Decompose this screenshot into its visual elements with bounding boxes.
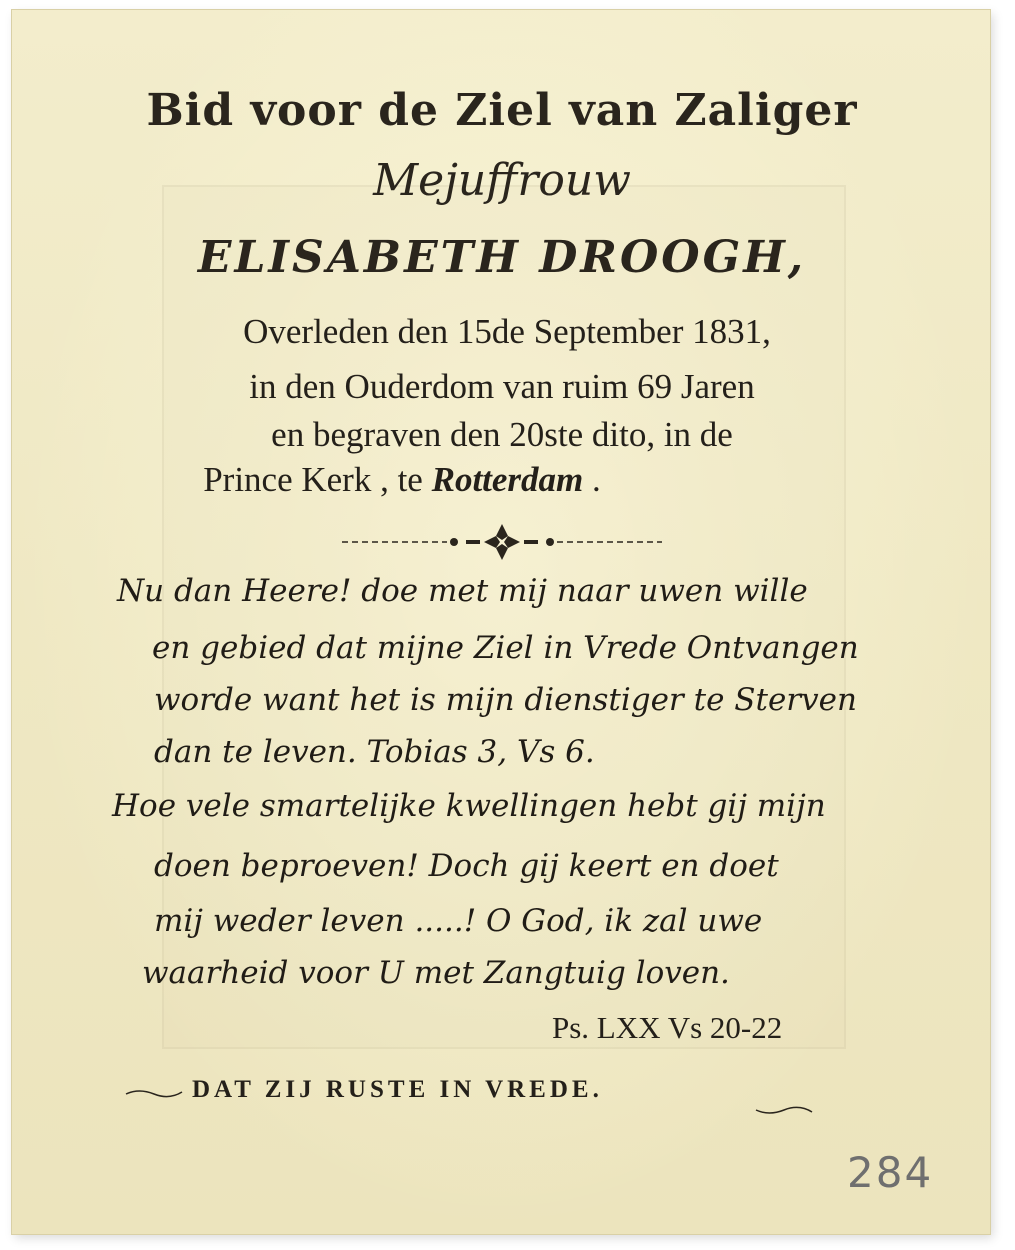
age-line: in den Ouderdom van ruim 69 Jaren bbox=[249, 367, 755, 406]
flourish-right-icon bbox=[754, 1104, 814, 1118]
verse-line: worde want het is mijn dienstiger te Sterven bbox=[154, 682, 857, 718]
city-name: Rotterdam bbox=[431, 460, 584, 499]
memorial-card bbox=[12, 10, 990, 1234]
burial-line: en begraven den 20ste dito, in de bbox=[271, 415, 733, 454]
cross-ornament-icon bbox=[342, 522, 662, 562]
death-date-line: Overleden den 15de September 1831, bbox=[243, 312, 771, 351]
closing-prayer: DAT ZIJ RUSTE IN VREDE. bbox=[192, 1076, 603, 1103]
archive-number: 284 bbox=[847, 1148, 934, 1197]
verse-line: doen beproeven! Doch gij keert en doet bbox=[154, 848, 779, 884]
verse-line: Nu dan Heere! doe met mij naar uwen wille bbox=[117, 573, 808, 609]
flourish-left-icon bbox=[124, 1086, 184, 1100]
card-title: Bid voor de Ziel van Zaliger bbox=[146, 85, 858, 136]
verse-line: waarheid voor U met Zangtuig loven. bbox=[142, 955, 730, 991]
verse-line: en gebied dat mijne Ziel in Vrede Ontvangen bbox=[152, 630, 859, 666]
place-period: . bbox=[592, 460, 601, 499]
verse-line: mij weder leven .....! O God, ik zal uwe bbox=[154, 903, 763, 939]
church-name: Prince Kerk , te bbox=[203, 460, 423, 499]
psalm-reference: Ps. LXX Vs 20-22 bbox=[552, 1010, 783, 1045]
burial-place-line bbox=[12, 460, 792, 500]
honorific: Mejuffrouw bbox=[373, 155, 631, 206]
deceased-name: ELISABETH DROOGH, bbox=[197, 232, 807, 283]
verse-line: dan te leven. Tobias 3, Vs 6. bbox=[154, 734, 595, 770]
verse-line: Hoe vele smartelijke kwellingen hebt gij mijn bbox=[112, 788, 826, 824]
